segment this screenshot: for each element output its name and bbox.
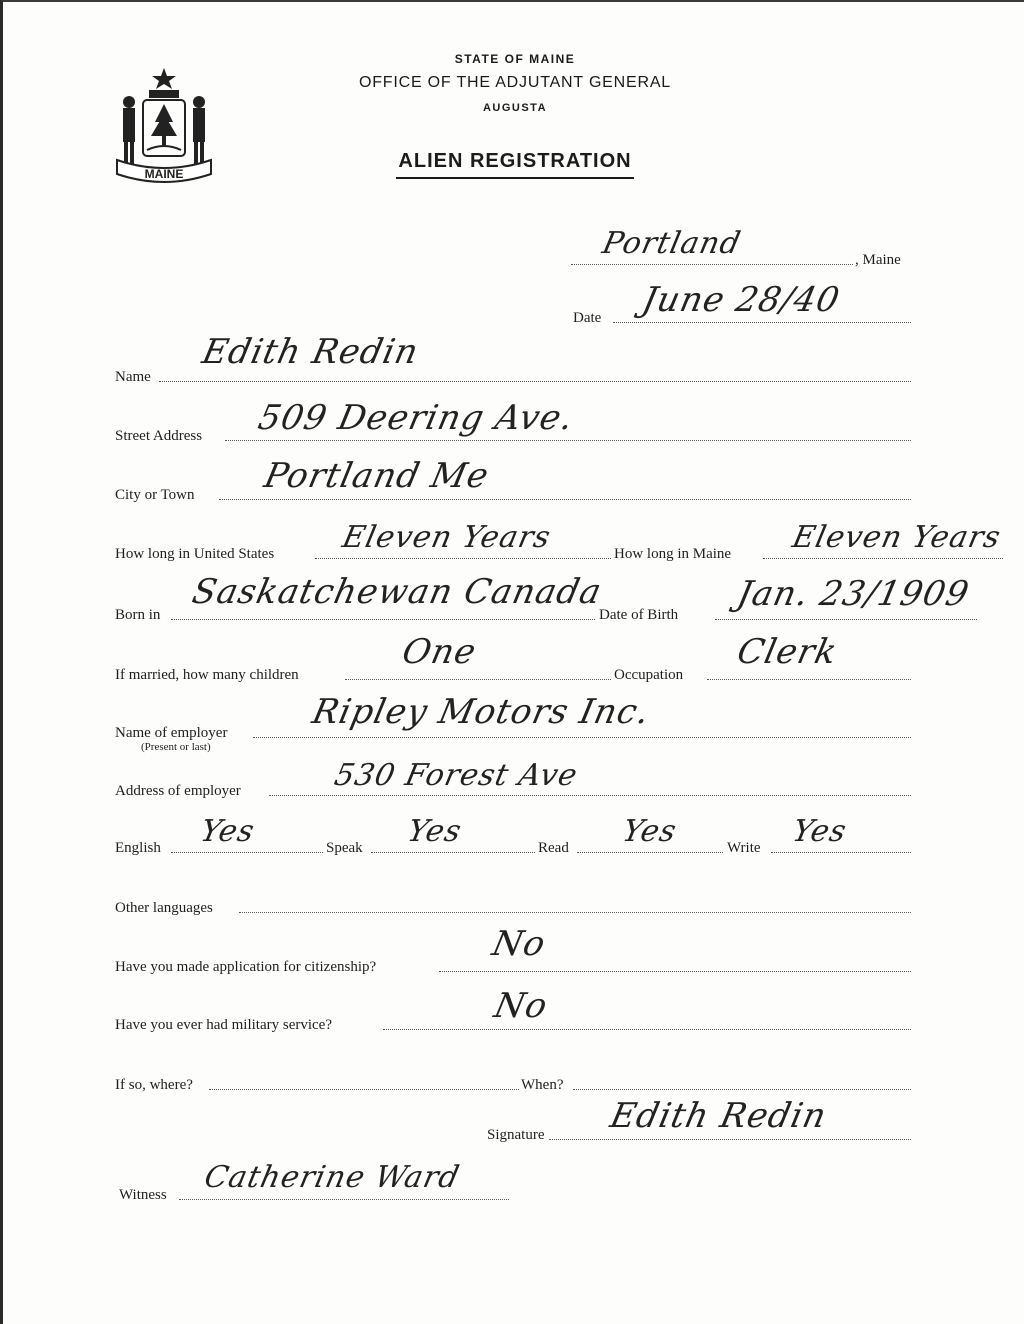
- form-title-text: ALIEN REGISTRATION: [396, 150, 633, 179]
- street-address-label: Street Address: [115, 428, 203, 444]
- military-line: [383, 1029, 911, 1030]
- town-line: [571, 264, 853, 265]
- street-address-value: 509 Deering Ave.: [254, 398, 578, 438]
- how-long-maine-label: How long in Maine: [614, 546, 732, 562]
- read-value: Yes: [619, 814, 681, 849]
- city-town-label: City or Town: [115, 487, 195, 503]
- town-value: Portland: [599, 226, 745, 261]
- english-line: [171, 852, 323, 853]
- write-value: Yes: [789, 814, 851, 849]
- children-line: [345, 679, 611, 680]
- other-languages-label: Other languages: [115, 900, 213, 916]
- signature-label: Signature: [487, 1127, 545, 1143]
- speak-label: Speak: [326, 840, 363, 856]
- employer-name-line: [253, 737, 911, 738]
- citizenship-line: [439, 971, 911, 972]
- military-value: No: [490, 986, 552, 1026]
- employer-address-value: 530 Forest Ave: [331, 758, 582, 793]
- citizenship-label: Have you made application for citizenship?: [115, 959, 377, 975]
- employer-address-line: [269, 795, 911, 796]
- occupation-value: Clerk: [733, 632, 842, 672]
- name-value: Edith Redin: [198, 332, 423, 372]
- signature-value: Edith Redin: [606, 1096, 831, 1136]
- signature-line: [549, 1139, 911, 1140]
- city-town-value: Portland Me: [260, 456, 493, 496]
- header-office: OFFICE OF THE ADJUTANT GENERAL: [358, 74, 672, 91]
- when-label: When?: [521, 1077, 564, 1093]
- english-value: Yes: [197, 814, 259, 849]
- if-so-where-label: If so, where?: [115, 1077, 193, 1093]
- date-of-birth-line: [715, 619, 977, 620]
- seal-banner-text: MAINE: [144, 167, 184, 181]
- date-value: June 28/40: [638, 280, 844, 320]
- maine-label: , Maine: [855, 252, 901, 268]
- employer-name-value: Ripley Motors Inc.: [308, 692, 654, 732]
- witness-line: [179, 1199, 509, 1200]
- date-of-birth-value: Jan. 23/1909: [733, 574, 973, 614]
- form-title: [3, 150, 1024, 173]
- speak-value: Yes: [404, 814, 466, 849]
- speak-line: [371, 852, 535, 853]
- children-label: If married, how many children: [115, 667, 299, 683]
- read-line: [577, 852, 723, 853]
- write-line: [771, 852, 911, 853]
- employer-note: (Present or last): [141, 741, 211, 753]
- header-city: AUGUSTA: [482, 102, 548, 114]
- city-town-line: [219, 499, 911, 500]
- date-line: [613, 322, 911, 323]
- header-state: STATE OF MAINE: [454, 52, 576, 66]
- if-so-where-line: [209, 1089, 519, 1090]
- witness-value: Catherine Ward: [201, 1160, 463, 1195]
- military-label: Have you ever had military service?: [115, 1017, 332, 1033]
- how-long-us-value: Eleven Years: [339, 520, 555, 555]
- employer-address-label: Address of employer: [115, 783, 241, 799]
- employer-name-label: Name of employer: [115, 725, 228, 741]
- street-address-line: [225, 440, 911, 441]
- how-long-maine-value: Eleven Years: [789, 520, 1005, 555]
- name-line: [159, 381, 911, 382]
- english-label: English: [115, 840, 161, 856]
- born-in-value: Saskatchewan Canada: [188, 572, 606, 612]
- citizenship-value: No: [488, 924, 550, 964]
- children-value: One: [398, 632, 481, 672]
- when-line: [573, 1089, 911, 1090]
- occupation-line: [707, 679, 911, 680]
- witness-label: Witness: [119, 1187, 167, 1203]
- occupation-label: Occupation: [614, 667, 684, 683]
- born-in-line: [171, 619, 595, 620]
- date-of-birth-label: Date of Birth: [599, 607, 679, 623]
- how-long-us-label: How long in United States: [115, 546, 275, 562]
- born-in-label: Born in: [115, 607, 161, 623]
- other-languages-line: [239, 912, 911, 913]
- name-label: Name: [115, 369, 151, 385]
- read-label: Read: [538, 840, 569, 856]
- write-label: Write: [727, 840, 761, 856]
- date-label: Date: [573, 310, 602, 326]
- how-long-maine-line: [763, 558, 1003, 559]
- how-long-us-line: [315, 558, 611, 559]
